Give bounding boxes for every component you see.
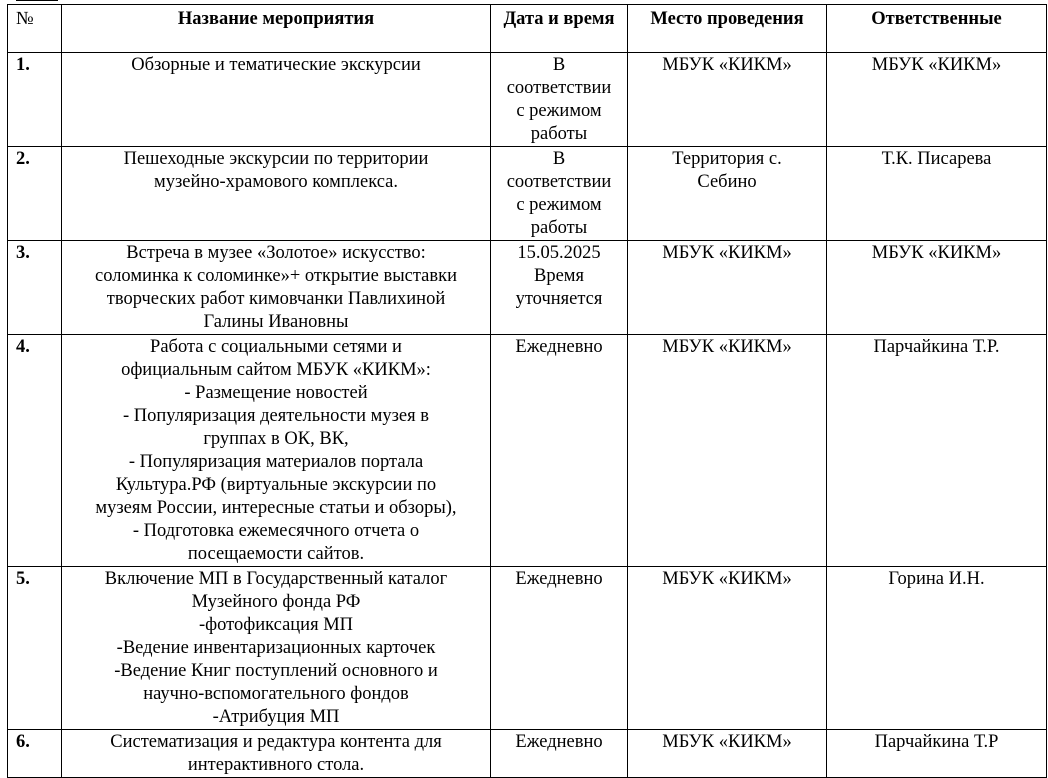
cell-line: группах в ОК, ВК,	[203, 429, 349, 449]
cell-line: Встреча в музее «Золотое» искусство:	[126, 243, 426, 263]
table-row	[8, 730, 1047, 778]
cell-line: творческих работ кимовчанки Павлихиной	[106, 289, 446, 309]
cell-line: - Популяризация материалов портала	[128, 452, 424, 472]
row-number: 2.	[8, 147, 62, 241]
events-table	[7, 4, 1047, 778]
cell-place	[628, 567, 827, 730]
cell-line: - Размещение новостей	[184, 383, 368, 403]
cell-line: 15.05.2025	[517, 243, 601, 263]
cell-place	[628, 241, 827, 335]
cell-line: музеям России, интересные статьи и обзоры),	[95, 498, 457, 518]
cell-line: Систематизация и редактура контента для	[110, 732, 442, 752]
cell-line: МБУК «КИКМ»	[662, 337, 792, 357]
cell-line: МБУК «КИКМ»	[662, 569, 792, 589]
cell-line: Т.К. Писарева	[881, 149, 992, 169]
cell-responsible	[827, 567, 1047, 730]
cell-name	[62, 567, 491, 730]
cell-line: посещаемости сайтов.	[187, 544, 365, 564]
header-date: Дата и время	[491, 5, 628, 53]
cell-date	[491, 730, 628, 778]
cell-line: официальным сайтом МБУК «КИКМ»:	[121, 360, 431, 380]
cell-line: -Ведение Книг поступлений основного и	[114, 661, 438, 681]
cell-line: МБУК «КИКМ»	[662, 55, 792, 75]
cell-place	[628, 730, 827, 778]
cell-responsible	[827, 241, 1047, 335]
cell-line: Пешеходные экскурсии по территории	[123, 149, 429, 169]
cell-date	[491, 335, 628, 567]
cell-line: Парчайкина Т.Р.	[873, 337, 1000, 357]
cell-line: с режимом	[516, 195, 602, 215]
cell-line: интерактивного стола.	[187, 755, 365, 775]
cell-line: Работа с социальными сетями и	[150, 337, 402, 357]
cell-line: научно-вспомогательного фондов	[143, 684, 409, 704]
cell-place	[628, 147, 827, 241]
table-header-row	[8, 5, 1047, 53]
row-number: 1.	[8, 53, 62, 147]
cell-line: соломинка к соломинке»+ открытие выставки	[94, 266, 457, 286]
cell-line: соответствии	[506, 172, 612, 192]
cell-line: Парчайкина Т.Р	[874, 732, 999, 752]
cell-date	[491, 147, 628, 241]
cell-line: МБУК «КИКМ»	[662, 243, 792, 263]
cell-line: Время	[533, 266, 585, 286]
row-number: 6.	[8, 730, 62, 778]
cell-place	[628, 53, 827, 147]
cell-line: -Атрибуция МП	[212, 707, 340, 727]
table-row	[8, 53, 1047, 147]
cell-responsible	[827, 730, 1047, 778]
cell-line: Ежедневно	[515, 732, 603, 752]
cell-line: - Популяризация деятельности музея в	[123, 406, 429, 426]
cell-line: -Ведение инвентаризационных карточек	[116, 638, 436, 658]
cell-line: Себино	[697, 172, 757, 192]
cell-line: уточняется	[515, 289, 603, 309]
cell-line: Обзорные и тематические экскурсии	[131, 55, 421, 75]
cell-responsible	[827, 147, 1047, 241]
cell-line: с режимом	[516, 101, 602, 121]
cell-line: Ежедневно	[515, 337, 603, 357]
table-body	[8, 53, 1047, 778]
cell-line: Музейного фонда РФ	[191, 592, 361, 612]
row-number: 4.	[8, 335, 62, 567]
cell-line: соответствии	[506, 78, 612, 98]
cell-line: - Подготовка ежемесячного отчета о	[132, 521, 420, 541]
cell-line: Включение МП в Государственный каталог	[104, 569, 448, 589]
cell-line: -фотофиксация МП	[198, 615, 354, 635]
header-place: Место проведения	[628, 5, 827, 53]
cell-line: Культура.РФ (виртуальные экскурсии по	[115, 475, 437, 495]
table-row	[8, 241, 1047, 335]
cell-date	[491, 53, 628, 147]
cell-line: МБУК «КИКМ»	[662, 732, 792, 752]
header-responsible: Ответственные	[827, 5, 1047, 53]
cell-line: работы	[530, 218, 588, 238]
row-number: 3.	[8, 241, 62, 335]
cell-line: В	[552, 55, 566, 75]
cell-line: МБУК «КИКМ»	[871, 243, 1002, 263]
cell-line: работы	[530, 124, 588, 144]
cell-line: Галины Ивановны	[203, 312, 349, 332]
cell-line: Горина И.Н.	[888, 569, 985, 589]
cell-line: Территория с.	[672, 149, 782, 169]
table-row	[8, 147, 1047, 241]
cell-date	[491, 567, 628, 730]
cell-name	[62, 53, 491, 147]
cell-name	[62, 335, 491, 567]
table-row	[8, 335, 1047, 567]
cell-name	[62, 241, 491, 335]
cell-responsible	[827, 335, 1047, 567]
cell-line: Ежедневно	[515, 569, 603, 589]
header-name: Название мероприятия	[62, 5, 491, 53]
cell-line: музейно-храмового комплекса.	[153, 172, 398, 192]
cell-name	[62, 147, 491, 241]
cell-date	[491, 241, 628, 335]
cell-line: В	[552, 149, 566, 169]
cell-line: МБУК «КИКМ»	[871, 55, 1002, 75]
cell-place	[628, 335, 827, 567]
table-row	[8, 567, 1047, 730]
header-num: №	[8, 5, 62, 53]
page-edge-line	[16, 0, 58, 3]
cell-name	[62, 730, 491, 778]
cell-responsible	[827, 53, 1047, 147]
row-number: 5.	[8, 567, 62, 730]
